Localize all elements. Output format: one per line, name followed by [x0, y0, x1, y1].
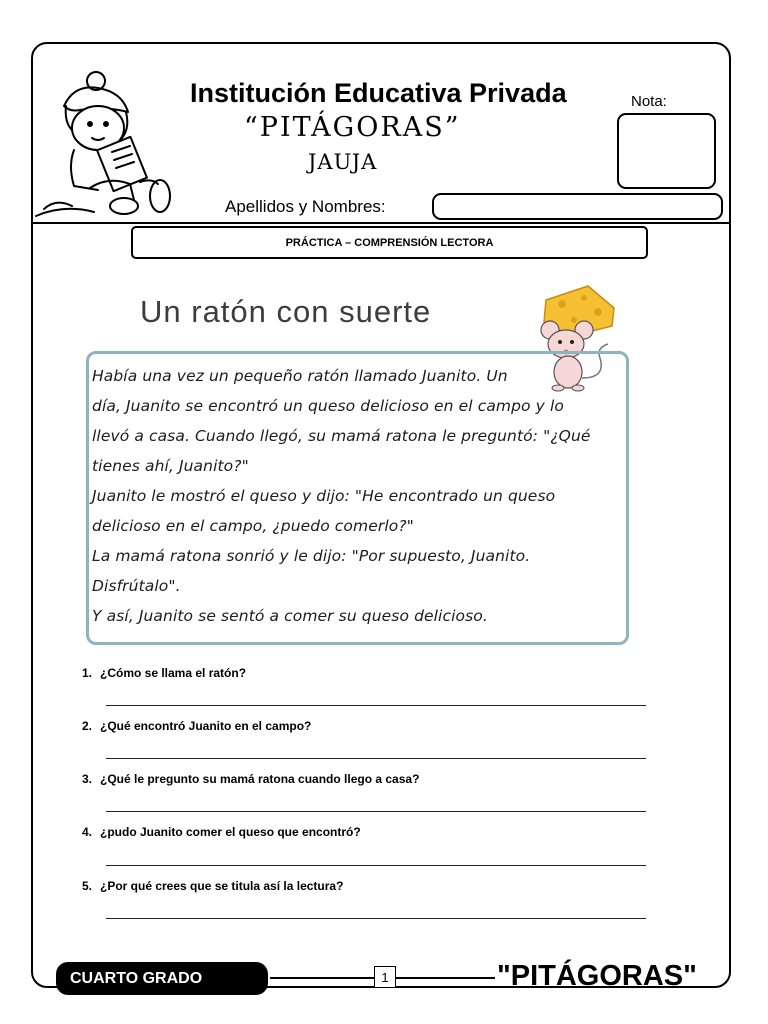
story-line: día, Juanito se encontró un queso delicioso en el campo y lo: [92, 397, 564, 415]
question-number: 2.: [82, 719, 93, 733]
story-title: Un ratón con suerte: [140, 294, 432, 329]
story-line: Había una vez un pequeño ratón llamado Juanito. Un: [92, 367, 508, 385]
question-text: ¿Cómo se llama el ratón?: [100, 666, 247, 680]
question-2: [82, 719, 311, 733]
question-text: ¿Qué le pregunto su mamá ratona cuando llego a casa?: [100, 772, 420, 786]
question-5: [82, 879, 343, 893]
name-field[interactable]: [432, 193, 723, 220]
school-name: “PITÁGORAS”: [244, 112, 461, 143]
grade-badge: [56, 962, 268, 995]
institution-name: Institución Educativa Privada: [190, 78, 567, 108]
story-line: llevó a casa. Cuando llegó, su mamá ratona le preguntó: "¿Qué: [92, 427, 591, 445]
page-number: 1: [374, 966, 396, 988]
answer-line-4[interactable]: [106, 865, 646, 866]
grade-badge-label: CUARTO GRADO: [70, 969, 203, 987]
grade-field[interactable]: [617, 113, 716, 189]
answer-line-5[interactable]: [106, 918, 646, 919]
question-number: 1.: [82, 666, 93, 680]
answer-line-1[interactable]: [106, 705, 646, 706]
story-line: Disfrútalo".: [92, 577, 181, 595]
question-text: ¿pudo Juanito comer el queso que encontró?: [100, 825, 361, 839]
story-line: tienes ahí, Juanito?": [92, 457, 249, 475]
name-label: Apellidos y Nombres:: [225, 197, 386, 216]
practice-title: PRÁCTICA – COMPRENSIÓN LECTORA: [285, 236, 494, 249]
question-text: ¿Qué encontró Juanito en el campo?: [100, 719, 312, 733]
header-divider: [31, 222, 731, 224]
city-name: JAUJA: [308, 150, 378, 174]
question-1: [82, 666, 246, 680]
footer-brand: "PITÁGORAS": [497, 960, 697, 992]
answer-line-3[interactable]: [106, 811, 646, 812]
story-line: Y así, Juanito se sentó a comer su queso delicioso.: [92, 607, 488, 625]
answer-line-2[interactable]: [106, 758, 646, 759]
question-number: 5.: [82, 879, 93, 893]
story-line: La mamá ratona sonrió y le dijo: "Por supuesto, Juanito.: [92, 547, 531, 565]
grade-label: Nota:: [631, 93, 667, 110]
question-3: [82, 772, 419, 786]
question-4: [82, 825, 361, 839]
practice-title-bar: [131, 226, 648, 259]
story-line: delicioso en el campo, ¿puedo comerlo?": [92, 517, 414, 535]
question-number: 4.: [82, 825, 93, 839]
question-text: ¿Por qué crees que se titula así la lectura?: [100, 879, 344, 893]
story-line: Juanito le mostró el queso y dijo: "He encontrado un queso: [92, 487, 556, 505]
question-number: 3.: [82, 772, 93, 786]
child-reading-book-icon: [34, 66, 184, 221]
